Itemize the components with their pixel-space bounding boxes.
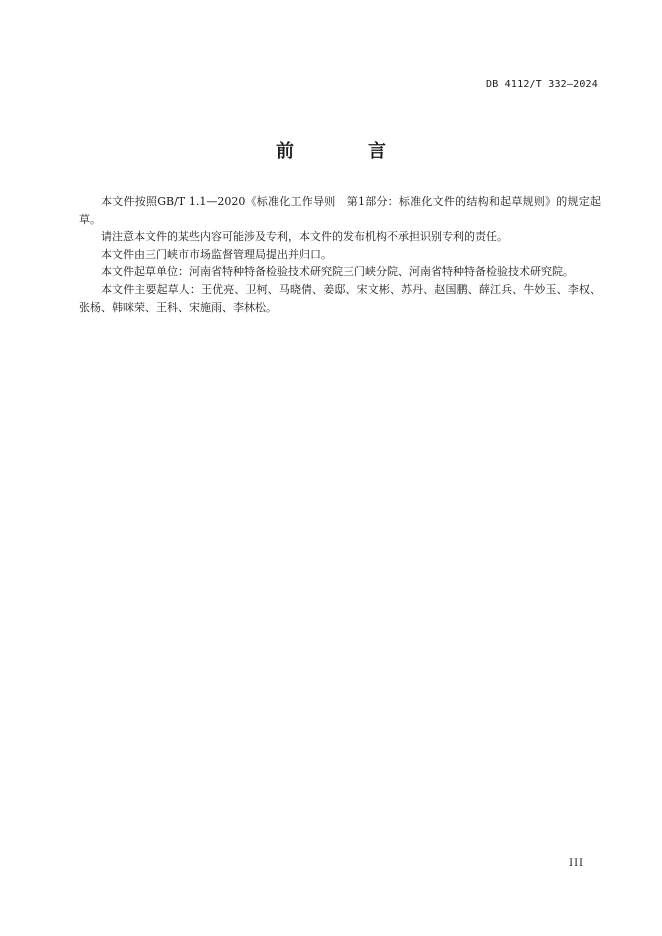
paragraph-proposer: 本文件由三门峡市市场监督管理局提出并归口。 — [101, 247, 332, 261]
paragraph-drafting-rules: 本文件按照GB/T 1.1—2020《标准化工作导则 第1部分：标准化文件的结构和起草规则》的规定起草。 — [79, 195, 601, 226]
paragraph-drafting-units: 本文件起草单位：河南省特种特备检验技术研究院三门峡分院、河南省特种特备检验技术研究院。 — [101, 265, 574, 279]
page-number: III — [569, 858, 584, 869]
paragraph-drafters: 本文件主要起草人：王优亮、卫柯、马晓倩、姜邸、宋文彬、苏丹、赵国鹏、薛江兵、牛妙玉、李权、张杨、韩咪荣、王科、宋施雨、李林松。 — [79, 282, 601, 314]
foreword-body — [79, 193, 601, 316]
paragraph-patent-notice: 请注意本文件的某些内容可能涉及专利，本文件的发布机构不承担识别专利的责任。 — [101, 230, 508, 244]
document-code: DB 4112/T 332—2024 — [486, 79, 598, 90]
page-title: 前 言 — [276, 141, 414, 162]
